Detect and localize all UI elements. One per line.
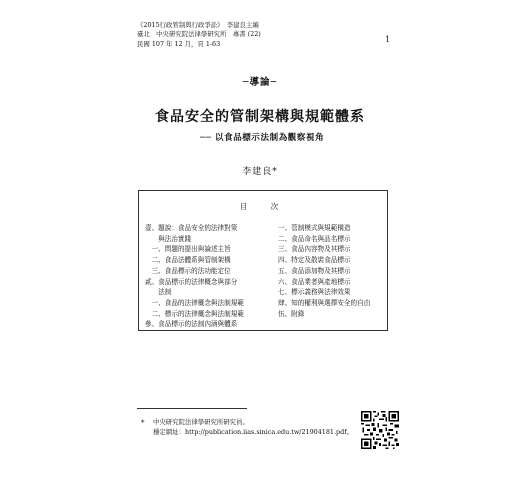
toc-item: 二、食品命名與品名標示 bbox=[278, 234, 351, 243]
footnote-affiliation: 中央研究院法律學研究所研究員。 bbox=[153, 418, 249, 426]
toc-title: 目 次 bbox=[239, 202, 287, 211]
toc-item: 一、問題的提出與論述主旨 bbox=[145, 245, 231, 254]
page-number: 1 bbox=[385, 35, 391, 44]
toc-item: 參、食品標示的法制內涵與體系 bbox=[145, 320, 238, 329]
toc-item: 肆、知的權利與選擇安全的自由 bbox=[278, 298, 371, 307]
article-subtitle: ── 以食品標示法制為觀察視角 bbox=[200, 133, 325, 143]
toc-item: 七、標示義務與法律效果 bbox=[278, 288, 351, 297]
footnote-marker: * bbox=[141, 419, 145, 427]
table-of-contents bbox=[138, 190, 388, 331]
toc-item: 五、食品添加物及其標示 bbox=[278, 266, 351, 275]
footnote-divider bbox=[137, 408, 247, 409]
toc-item: 壹、題說：食品安全的法律對策 bbox=[145, 224, 238, 232]
toc-item: 二、標示的法律概念與法制規範 bbox=[145, 309, 244, 318]
toc-item: 一、食品的法律概念與法制規範 bbox=[145, 298, 244, 307]
toc-item: 三、食品內容物及其標示 bbox=[278, 245, 351, 254]
book-title-line: 《2015行政管制與行政爭訟》 李建良主編 bbox=[137, 21, 259, 29]
toc-item: 三、食品標示的法功能定位 bbox=[145, 266, 231, 275]
book-header bbox=[137, 21, 261, 49]
toc-item: 二、食品法體系與管制架構 bbox=[145, 256, 231, 265]
toc-item: 法制 bbox=[145, 288, 172, 297]
toc-left-column bbox=[145, 223, 244, 330]
author-name: 李建良* bbox=[242, 167, 278, 177]
toc-item: 與法治實踐 bbox=[145, 234, 192, 243]
date-pages-line: 民國 107 年 12 月，頁 1-63 bbox=[137, 39, 221, 48]
toc-item: 六、食品業者與產地標示 bbox=[278, 277, 351, 286]
section-label: ─導論─ bbox=[242, 77, 278, 88]
toc-right-column bbox=[278, 223, 370, 319]
toc-item: 貳、食品標示的法律概念與部分 bbox=[145, 277, 238, 286]
footnote-stable-url: 穩定網址：http://publication.iias.sinica.edu.tw/21904181.pdf。 bbox=[153, 427, 353, 436]
qr-code-icon bbox=[361, 411, 399, 449]
toc-item: 四、特定及散裝食品標示 bbox=[278, 256, 351, 265]
publisher-line: 臺北 中央研究院法律學研究所 專書 (22) bbox=[137, 30, 261, 39]
footnote bbox=[153, 418, 353, 437]
toc-item: 伍、附錄 bbox=[278, 309, 305, 318]
article-title: 食品安全的管制架構與規範體系 bbox=[155, 109, 365, 125]
toc-item: 一、管制模式與規範構造 bbox=[278, 224, 351, 232]
